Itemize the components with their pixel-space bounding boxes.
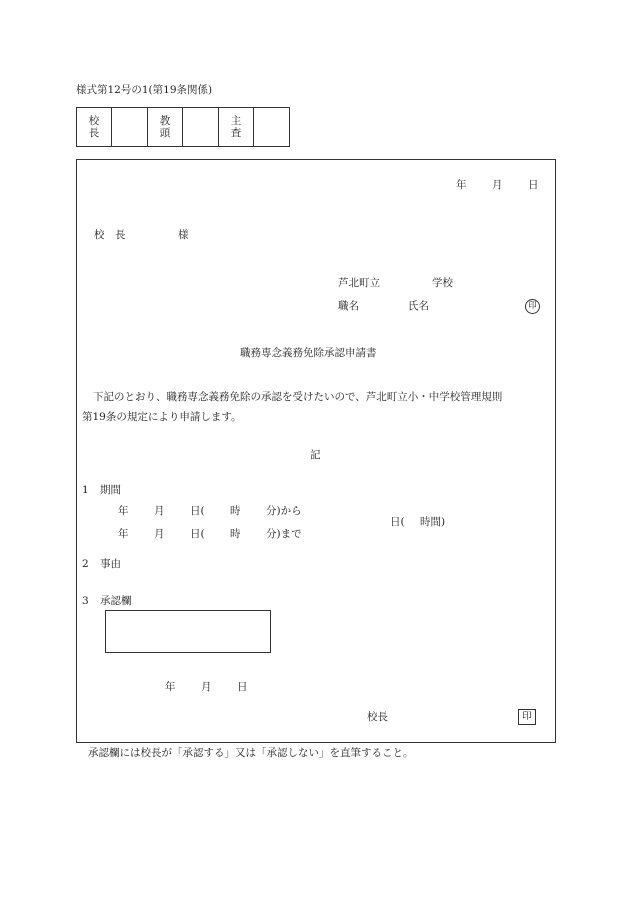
from-year: 年: [118, 505, 129, 517]
document-title: 職務専念義務免除承認申請書: [240, 347, 377, 359]
footnote: 承認欄には校長が「承認する」又は「承認しない」を直筆すること。: [88, 747, 414, 759]
from-month: 月: [154, 505, 165, 517]
from-hour: 時: [230, 505, 241, 517]
applicant-seal-icon: 印: [525, 299, 540, 314]
applicant-name: 氏名: [408, 300, 429, 312]
bottom-date-day: 日: [237, 681, 248, 693]
stamp-cell-principal: [112, 108, 148, 147]
date-month-label: 月: [492, 179, 503, 191]
stamp-label-text: 主: [230, 114, 242, 127]
item-number: 1: [82, 484, 89, 496]
body-text-line-1: 下記のとおり、職務専念義務免除の承認を受けたいので、芦北町立小・中学校管理規則: [93, 391, 503, 403]
period-label: 期間: [100, 484, 121, 496]
bottom-date-year: 年: [165, 681, 176, 693]
applicant-school: 学校: [432, 277, 453, 289]
form-number: 様式第12号の1(第19条関係): [76, 84, 213, 96]
stamp-label-text: 査: [230, 127, 242, 139]
to-year: 年: [118, 528, 129, 540]
principal-seal-icon: 印: [518, 709, 536, 725]
principal-label: 校長: [367, 711, 388, 723]
to-hour: 時: [230, 528, 241, 540]
date-day-label: 日: [528, 179, 539, 191]
date-year-label: 年: [456, 179, 467, 191]
stamp-label-principal: [77, 108, 112, 147]
to-day: 日(: [190, 528, 205, 540]
reason-label: 事由: [100, 558, 121, 570]
addressee-title: 校 長: [94, 229, 126, 241]
stamp-label-chief: [219, 108, 254, 147]
applicant-position: 職名: [338, 300, 359, 312]
to-month: 月: [154, 528, 165, 540]
approval-label: 承認欄: [100, 595, 132, 607]
stamp-label-vice-principal: [148, 108, 183, 147]
stamp-cell-chief: [254, 108, 290, 147]
ki-heading: 記: [310, 449, 321, 461]
body-text-line-2: 第19条の規定により申請します。: [82, 411, 242, 423]
addressee-honorific: 様: [178, 229, 189, 241]
applicant-town: 芦北町立: [338, 277, 380, 289]
stamp-label-text: 頭: [159, 127, 171, 139]
total-hours: 時間): [420, 516, 446, 528]
total-days: 日(: [390, 516, 405, 528]
bottom-date-month: 月: [201, 681, 212, 693]
stamp-label-text: 長: [88, 127, 100, 139]
approval-entry-box[interactable]: [105, 610, 271, 653]
stamp-cell-vice-principal: [183, 108, 219, 147]
stamp-label-text: 校: [88, 114, 100, 127]
approval-stamp-table: [76, 107, 290, 147]
item-number: 2: [82, 558, 89, 570]
to-minute: 分)まで: [266, 528, 302, 540]
from-day: 日(: [190, 505, 205, 517]
item-number: 3: [82, 595, 89, 607]
from-minute: 分)から: [266, 505, 302, 517]
stamp-label-text: 教: [159, 114, 171, 127]
